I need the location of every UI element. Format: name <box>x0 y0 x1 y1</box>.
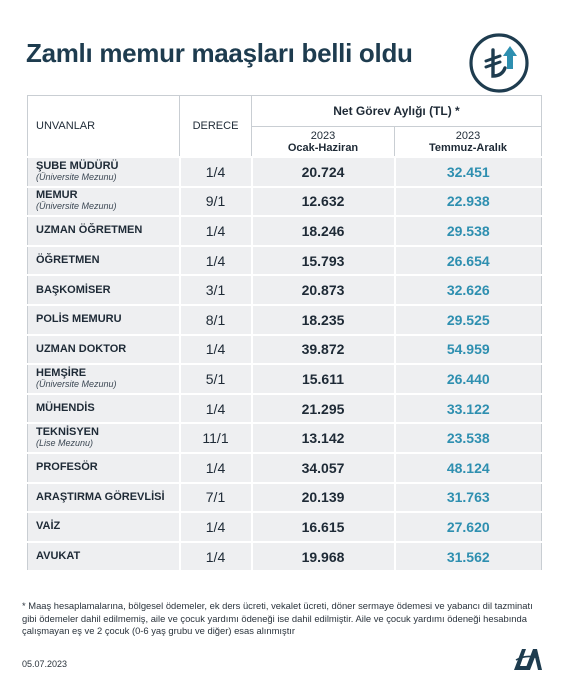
row-value-period-1: 15.611 <box>252 364 395 394</box>
row-derece: 5/1 <box>180 364 252 394</box>
row-unvan-name: PROFESÖR <box>36 461 98 474</box>
row-unvan-sub: (Lise Mezunu) <box>36 438 94 449</box>
row-value-period-1: 20.724 <box>252 157 395 187</box>
table-row <box>28 157 542 187</box>
row-unvan-name: UZMAN ÖĞRETMEN <box>36 224 143 237</box>
header-period-2-label: Temmuz-Aralık <box>428 141 508 154</box>
row-unvan <box>28 453 180 483</box>
row-value-period-1: 13.142 <box>252 423 395 453</box>
row-value-period-2: 22.938 <box>395 187 542 217</box>
table-row <box>28 305 542 335</box>
row-unvan <box>28 246 180 276</box>
header-derece: DERECE <box>180 96 252 158</box>
row-value-period-2: 32.451 <box>395 157 542 187</box>
row-unvan-name: UZMAN DOKTOR <box>36 342 127 355</box>
row-value-period-2: 31.562 <box>395 542 542 572</box>
row-value-period-2: 31.763 <box>395 483 542 513</box>
row-value-period-2: 48.124 <box>395 453 542 483</box>
row-unvan-name: MÜHENDİS <box>36 402 95 415</box>
table-row <box>28 512 542 542</box>
row-derece: 1/4 <box>180 453 252 483</box>
row-derece: 1/4 <box>180 512 252 542</box>
row-value-period-1: 19.968 <box>252 542 395 572</box>
table-row <box>28 423 542 453</box>
row-value-period-2: 23.538 <box>395 423 542 453</box>
row-unvan <box>28 394 180 424</box>
row-unvan-sub: (Üniversite Mezunu) <box>36 201 117 212</box>
row-derece: 1/4 <box>180 246 252 276</box>
footnote: * Maaş hesaplamalarına, bölgesel ödemeler, ek ders ücreti, vekalet ücreti, döner sermaye ödemesi ve yabancı dil tazminatı gibi ödemeler dahil edilmemiş, aile ve çocuk yardımı ödeneği ise dahil edilmiştir. Aile ve çocuk yardımı ödeneği hesabında çalışmayan eş ve 2 çocuk (0-6 yaş grubu ve diğer) esas alınmıştır <box>22 600 533 636</box>
row-unvan-name: TEKNİSYEN <box>36 426 99 439</box>
publish-date: 05.07.2023 <box>22 659 68 669</box>
row-value-period-2: 33.122 <box>395 394 542 424</box>
row-value-period-2: 29.525 <box>395 305 542 335</box>
row-value-period-1: 20.873 <box>252 275 395 305</box>
row-value-period-1: 20.139 <box>252 483 395 513</box>
row-derece: 7/1 <box>180 483 252 513</box>
row-unvan <box>28 512 180 542</box>
row-unvan-name: MEMUR <box>36 189 78 202</box>
row-derece: 11/1 <box>180 423 252 453</box>
row-unvan <box>28 157 180 187</box>
header-period-2-year: 2023 <box>455 129 481 142</box>
header-unvanlar: UNVANLAR <box>28 96 180 158</box>
row-unvan-name: POLİS MEMURU <box>36 313 122 326</box>
row-unvan-name: ŞUBE MÜDÜRÜ <box>36 159 119 172</box>
aa-logo <box>512 646 542 672</box>
row-unvan <box>28 305 180 335</box>
row-derece: 1/4 <box>180 216 252 246</box>
table-row <box>28 335 542 365</box>
row-derece: 8/1 <box>180 305 252 335</box>
row-unvan <box>28 542 180 572</box>
row-unvan-sub: (Üniversite Mezunu) <box>36 171 117 182</box>
header-period-2 <box>395 127 542 158</box>
row-unvan-name: VAİZ <box>36 520 61 533</box>
row-value-period-1: 18.246 <box>252 216 395 246</box>
row-unvan <box>28 187 180 217</box>
salary-table <box>27 95 541 572</box>
header-period-1 <box>252 127 395 158</box>
header-net-gorev-ayligi: Net Görev Aylığı (TL) * <box>252 96 542 127</box>
row-unvan <box>28 423 180 453</box>
table-row <box>28 453 542 483</box>
row-unvan-name: ARAŞTIRMA GÖREVLİSİ <box>36 490 165 503</box>
row-unvan <box>28 483 180 513</box>
lira-up-icon <box>466 30 532 96</box>
row-value-period-1: 15.793 <box>252 246 395 276</box>
row-derece: 1/4 <box>180 157 252 187</box>
row-derece: 1/4 <box>180 542 252 572</box>
table-row <box>28 542 542 572</box>
table-row <box>28 216 542 246</box>
table-row <box>28 364 542 394</box>
row-unvan-name: BAŞKOMİSER <box>36 283 111 296</box>
row-derece: 9/1 <box>180 187 252 217</box>
row-unvan-name: HEMŞİRE <box>36 366 87 379</box>
row-value-period-2: 32.626 <box>395 275 542 305</box>
row-unvan-name: AVUKAT <box>36 550 81 563</box>
row-unvan-sub: (Üniversite Mezunu) <box>36 378 117 389</box>
row-unvan <box>28 275 180 305</box>
table-row <box>28 246 542 276</box>
row-value-period-1: 21.295 <box>252 394 395 424</box>
row-value-period-2: 26.654 <box>395 246 542 276</box>
row-value-period-1: 18.235 <box>252 305 395 335</box>
row-value-period-1: 34.057 <box>252 453 395 483</box>
row-value-period-1: 12.632 <box>252 187 395 217</box>
table-row <box>28 394 542 424</box>
row-unvan <box>28 364 180 394</box>
table-row <box>28 483 542 513</box>
table-row <box>28 275 542 305</box>
row-derece: 3/1 <box>180 275 252 305</box>
row-unvan <box>28 216 180 246</box>
table-row <box>28 187 542 217</box>
row-value-period-2: 54.959 <box>395 335 542 365</box>
row-value-period-2: 29.538 <box>395 216 542 246</box>
header-period-1-label: Ocak-Haziran <box>287 141 359 154</box>
row-value-period-1: 39.872 <box>252 335 395 365</box>
row-value-period-2: 26.440 <box>395 364 542 394</box>
row-derece: 1/4 <box>180 394 252 424</box>
row-value-period-1: 16.615 <box>252 512 395 542</box>
row-value-period-2: 27.620 <box>395 512 542 542</box>
header-period-1-year: 2023 <box>310 129 336 142</box>
row-unvan-name: ÖĞRETMEN <box>36 254 100 267</box>
page-title: Zamlı memur maaşları belli oldu <box>26 38 413 68</box>
row-derece: 1/4 <box>180 335 252 365</box>
row-unvan <box>28 335 180 365</box>
